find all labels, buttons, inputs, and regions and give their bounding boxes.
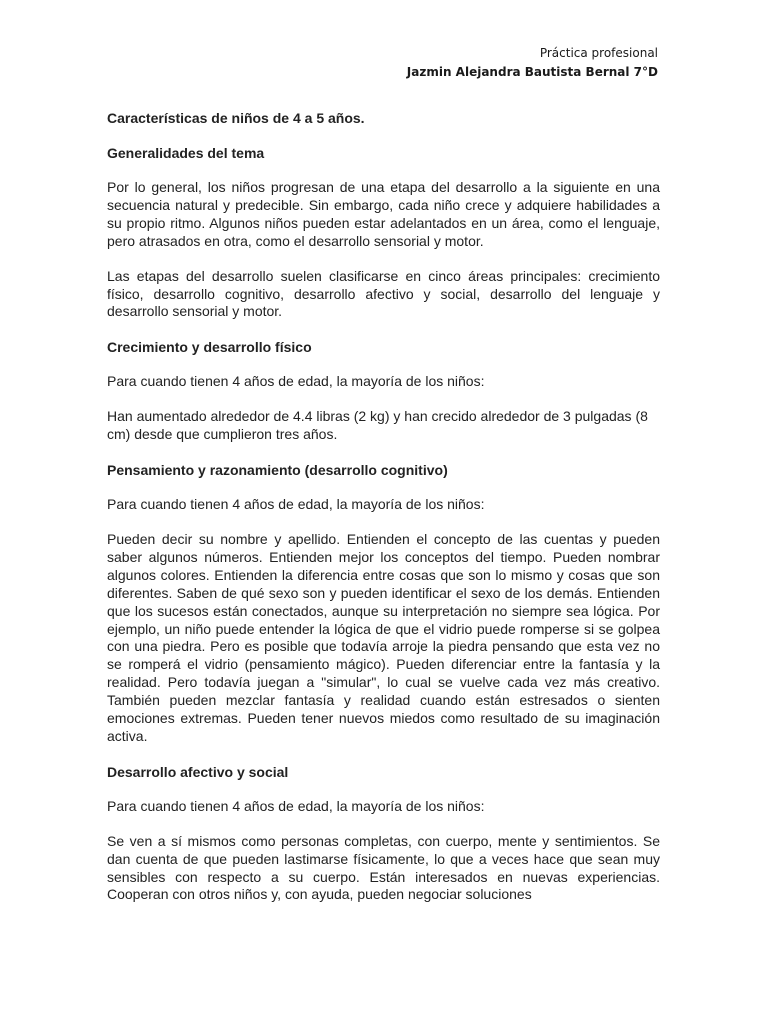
section-heading: Pensamiento y razonamiento (desarrollo cognitivo): [107, 462, 448, 479]
paragraph: Las etapas del desarrollo suelen clasificarse en cinco áreas principales: crecimiento físico, desarrollo cognitivo, desarrollo afectivo y social, desarrollo del lenguaje y desarrollo sensorial y motor.: [107, 267, 660, 320]
paragraph: Pueden decir su nombre y apellido. Entienden el concepto de las cuentas y pueden saber algunos números. Entienden mejor los conceptos del tiempo. Pueden nombrar algunos colores. Entienden la diferencia entre cosas que son lo mismo y cosas que son diferentes. Saben de qué sexo son y pueden identificar el sexo de los demás. Entienden que los sucesos están conectados, aunque su interpretación no siempre sea lógica. Por ejemplo, un niño puede entender la lógica de que el vidrio puede romperse si se golpea con una piedra. Pero es posible que todavía arroje la piedra pensando que esta vez no se romperá el vidrio (pensamiento mágico). Pueden diferenciar entre la fantasía y la realidad. Pero todavía juegan a "simular", lo cual se vuelve cada vez más creativo. También pueden mezclar fantasía y realidad cuando están estresados o sienten emociones extremas. Pueden tener nuevos miedos como resultado de su imaginación activa.: [107, 530, 660, 744]
document-body: [107, 109, 660, 921]
course-name: Práctica profesional: [539, 46, 658, 60]
document-title: Características de niños de 4 a 5 años.: [107, 110, 365, 126]
paragraph: Para cuando tienen 4 años de edad, la mayoría de los niños:: [107, 797, 485, 814]
section-heading: Crecimiento y desarrollo físico: [107, 339, 312, 356]
paragraph: Han aumentado alrededor de 4.4 libras (2 kg) y han crecido alrededor de 3 pulgadas (8 cm) desde que cumplieron tres años.: [107, 408, 648, 443]
paragraph: Por lo general, los niños progresan de una etapa del desarrollo a la siguiente en una secuencia natural y predecible. Sin embargo, cada niño crece y adquiere habilidades a su propio ritmo. Algunos niños pueden estar adelantados en un área, como el lenguaje, pero atrasados en otra, como el desarrollo sensorial y motor.: [107, 179, 660, 249]
author-name: Jazmin Alejandra Bautista Bernal 7°D: [406, 65, 658, 79]
page-header: [407, 44, 658, 82]
section-heading: Generalidades del tema: [107, 145, 265, 161]
paragraph: Para cuando tienen 4 años de edad, la mayoría de los niños:: [107, 373, 485, 390]
section-heading: Desarrollo afectivo y social: [107, 763, 289, 780]
paragraph: Para cuando tienen 4 años de edad, la mayoría de los niños:: [107, 496, 485, 513]
paragraph: Se ven a sí mismos como personas completas, con cuerpo, mente y sentimientos. Se dan cuenta de que pueden lastimarse físicamente, lo que a veces hace que sean muy sensibles con respecto a su cuerpo. Están interesados en nuevas experiencias. Cooperan con otros niños y, con ayuda, pueden negociar soluciones: [107, 832, 660, 903]
